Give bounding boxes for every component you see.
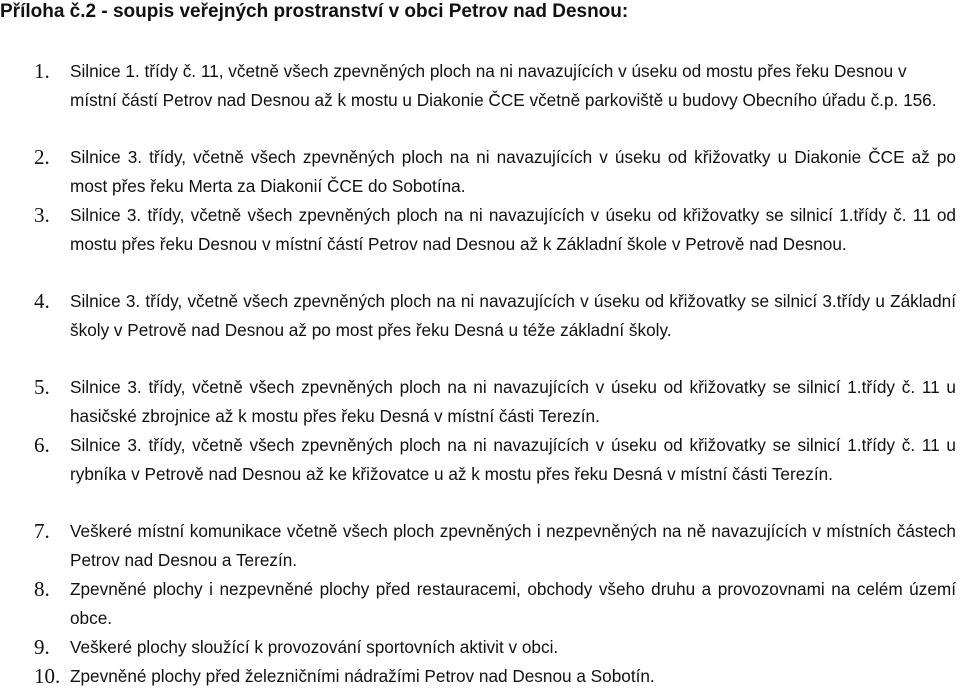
item-number: 1.: [34, 59, 50, 83]
item-text: Zpevněné plochy před železničními nádražími Petrov nad Desnou a Sobotín.: [70, 666, 655, 686]
item-text: Silnice 3. třídy, včetně všech zpevněných ploch na ni navazujících v úseku od křižovatky se silnicí 1.třídy č. 11 u rybníka v Petrově nad Desnou až ke křižovatce u až k mostu přes řeku Desná v místní části Terezín.: [70, 435, 956, 484]
item-text: Veškeré místní komunikace včetně všech ploch zpevněných i nezpevněných na ně navazujících v místních částech Petrov nad Desnou a Terezín.: [70, 521, 956, 570]
item-text: Zpevněné plochy i nezpevněné plochy před restauracemi, obchody všeho druhu a provozovnami na celém území obce.: [70, 579, 956, 628]
item-number: 10.: [34, 664, 61, 688]
item-text: Silnice 3. třídy, včetně všech zpevněných ploch na ni navazujících v úseku od křižovatky u Diakonie ČCE až po most přes řeku Merta za Diakonií ČCE do Sobotína.: [70, 147, 956, 196]
item-number: 4.: [34, 289, 50, 313]
item-number: 8.: [34, 577, 50, 601]
item-number: 9.: [34, 635, 50, 659]
item-text: Silnice 3. třídy, včetně všech zpevněných ploch na ni navazujících v úseku od křižovatky se silnicí 1.třídy č. 11 od mostu přes řeku Desnou v místní částí Petrov nad Desnou až k Základní škole v Petrově nad Desnou.: [70, 205, 956, 254]
item-number: 5.: [34, 375, 50, 399]
item-text: Silnice 3. třídy, včetně všech zpevněných ploch na ni navazujících v úseku od křižovatky se silnicí 1.třídy č. 11 u hasičské zbrojnice až k mostu přes řeku Desná v místní části Terezín.: [70, 377, 956, 426]
item-number: 6.: [34, 433, 50, 457]
item-number: 2.: [34, 145, 50, 169]
item-number: 7.: [34, 519, 50, 543]
item-text: Silnice 3. třídy, včetně všech zpevněných ploch na ni navazujících v úseku od křižovatky se silnicí 3.třídy u Základní školy v Petrově nad Desnou až po most přes řeku Desná u téže základní školy.: [70, 291, 956, 340]
item-text: Veškeré plochy sloužící k provozování sportovních aktivit v obci.: [70, 637, 559, 657]
document-title: Příloha č.2 - soupis veřejných prostranství v obci Petrov nad Desnou:: [0, 1, 629, 22]
item-text: Silnice 1. třídy č. 11, včetně všech zpevněných ploch na ni navazujících v úseku od mostu přes řeku Desnou v místní částí Petrov nad Desnou až k mostu u Diakonie ČCE včetně parkoviště u budovy Obecního úřadu č.p. 156.: [70, 61, 937, 110]
item-number: 3.: [34, 203, 50, 227]
